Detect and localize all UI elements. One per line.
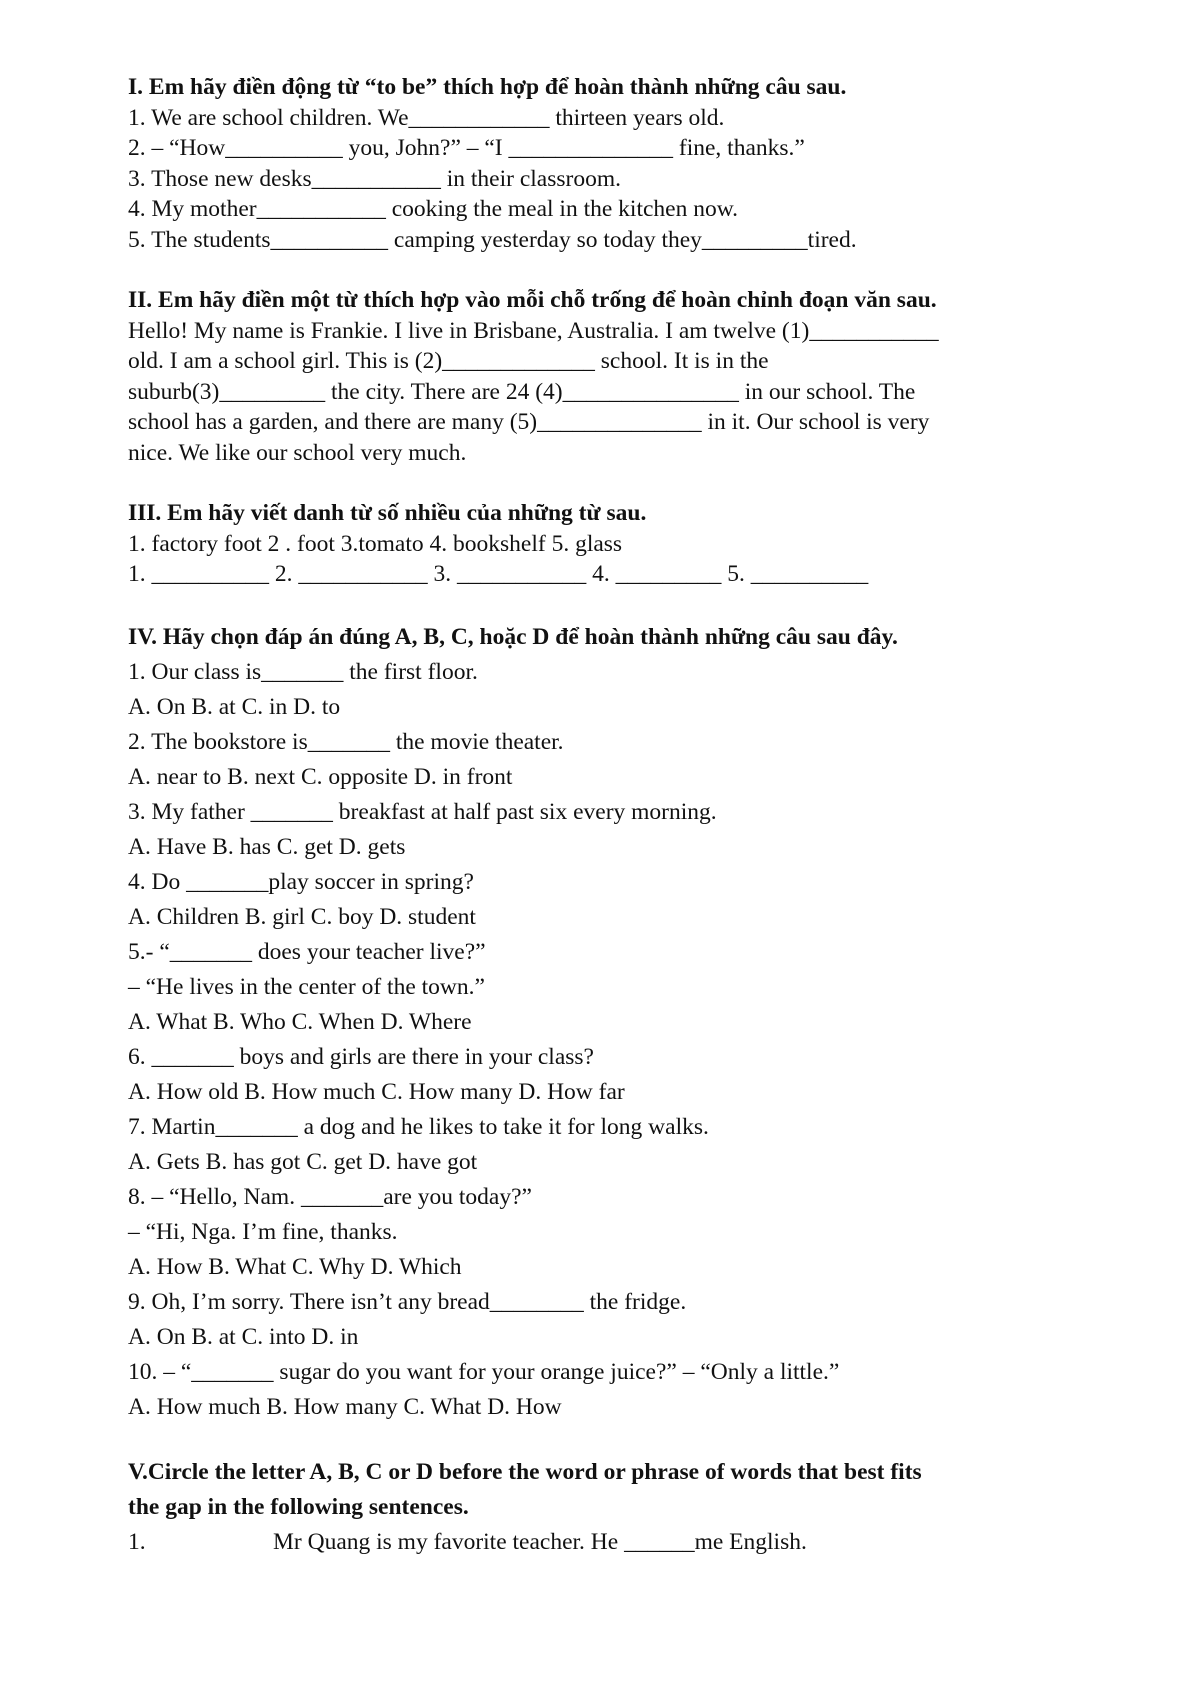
section-3-heading: III. Em hãy viết danh từ số nhiều của những từ sau. xyxy=(128,500,647,526)
question-9: 9. Oh, I’m sorry. There isn’t any bread________ the fridge. xyxy=(128,1288,687,1315)
question-7: 7. Martin_______ a dog and he likes to take it for long walks. xyxy=(128,1113,709,1140)
question-8-reply: – “Hi, Nga. I’m fine, thanks. xyxy=(128,1218,398,1245)
question-6: 6. _______ boys and girls are there in your class? xyxy=(128,1043,594,1070)
section-5-question-1-text: Mr Quang is my favorite teacher. He ______me English. xyxy=(273,1528,807,1555)
section-5 xyxy=(128,1455,1068,1560)
section-5-question-1-number: 1. xyxy=(128,1528,146,1555)
question-1-options: A. On B. at C. in D. to xyxy=(128,693,341,720)
worksheet-page xyxy=(128,72,1068,1590)
question-10: 10. – “_______ sugar do you want for your orange juice?” – “Only a little.” xyxy=(128,1358,840,1385)
question-5-reply: – “He lives in the center of the town.” xyxy=(128,973,485,1000)
question-9-options: A. On B. at C. into D. in xyxy=(128,1323,359,1350)
section-3-answer-blanks: 1. __________ 2. ___________ 3. ___________ 4. _________ 5. __________ xyxy=(128,561,869,587)
section-3 xyxy=(128,498,1068,590)
section-2-line-1: Hello! My name is Frankie. I live in Brisbane, Australia. I am twelve (1)___________ xyxy=(128,317,939,344)
section-2-line-4: school has a garden, and there are many (5)______________ in it. Our school is very xyxy=(128,409,930,435)
question-3-options: A. Have B. has C. get D. gets xyxy=(128,833,406,860)
section-4 xyxy=(128,620,1068,1425)
section-1-line-3: 3. Those new desks___________ in their classroom. xyxy=(128,165,622,192)
question-1: 1. Our class is_______ the first floor. xyxy=(128,658,478,685)
section-1-line-2: 2. – “How__________ you, John?” – “I ______________ fine, thanks.” xyxy=(128,135,805,161)
section-2-line-3: suburb(3)_________ the city. There are 24 (4)_______________ in our school. The xyxy=(128,378,916,405)
question-4: 4. Do _______play soccer in spring? xyxy=(128,868,474,895)
section-5-heading-line-1: V.Circle the letter A, B, C or D before the word or phrase of words that best fits xyxy=(128,1458,922,1485)
section-5-question-1 xyxy=(128,1525,1068,1560)
question-8-options: A. How B. What C. Why D. Which xyxy=(128,1253,462,1280)
question-2: 2. The bookstore is_______ the movie theater. xyxy=(128,728,564,755)
question-6-options: A. How old B. How much C. How many D. How far xyxy=(128,1078,625,1105)
section-5-heading-line-2: the gap in the following sentences. xyxy=(128,1493,469,1520)
question-4-options: A. Children B. girl C. boy D. student xyxy=(128,903,476,930)
section-1 xyxy=(128,72,1068,255)
section-2-heading: II. Em hãy điền một từ thích hợp vào mỗi chỗ trống để hoàn chỉnh đoạn văn sau. xyxy=(128,287,937,313)
section-2-line-2: old. I am a school girl. This is (2)_____________ school. It is in the xyxy=(128,348,769,374)
question-10-options: A. How much B. How many C. What D. How xyxy=(128,1393,562,1420)
section-4-heading: IV. Hãy chọn đáp án đúng A, B, C, hoặc D để hoàn thành những câu sau đây. xyxy=(128,623,898,650)
question-8: 8. – “Hello, Nam. _______are you today?” xyxy=(128,1183,532,1210)
question-7-options: A. Gets B. has got C. get D. have got xyxy=(128,1148,478,1175)
question-5-options: A. What B. Who C. When D. Where xyxy=(128,1008,472,1035)
section-1-line-1: 1. We are school children. We____________ thirteen years old. xyxy=(128,104,725,131)
question-3: 3. My father _______ breakfast at half past six every morning. xyxy=(128,798,717,825)
section-2-line-5: nice. We like our school very much. xyxy=(128,439,467,466)
section-1-line-5: 5. The students__________ camping yesterday so today they_________tired. xyxy=(128,226,857,253)
question-2-options: A. near to B. next C. opposite D. in front xyxy=(128,763,513,790)
section-3-word-list: 1. factory foot 2 . foot 3.tomato 4. bookshelf 5. glass xyxy=(128,530,623,557)
question-5: 5.- “_______ does your teacher live?” xyxy=(128,938,486,965)
section-2 xyxy=(128,285,1068,468)
section-1-heading: I. Em hãy điền động từ “to be” thích hợp để hoàn thành những câu sau. xyxy=(128,74,847,100)
section-1-line-4: 4. My mother___________ cooking the meal in the kitchen now. xyxy=(128,196,739,222)
